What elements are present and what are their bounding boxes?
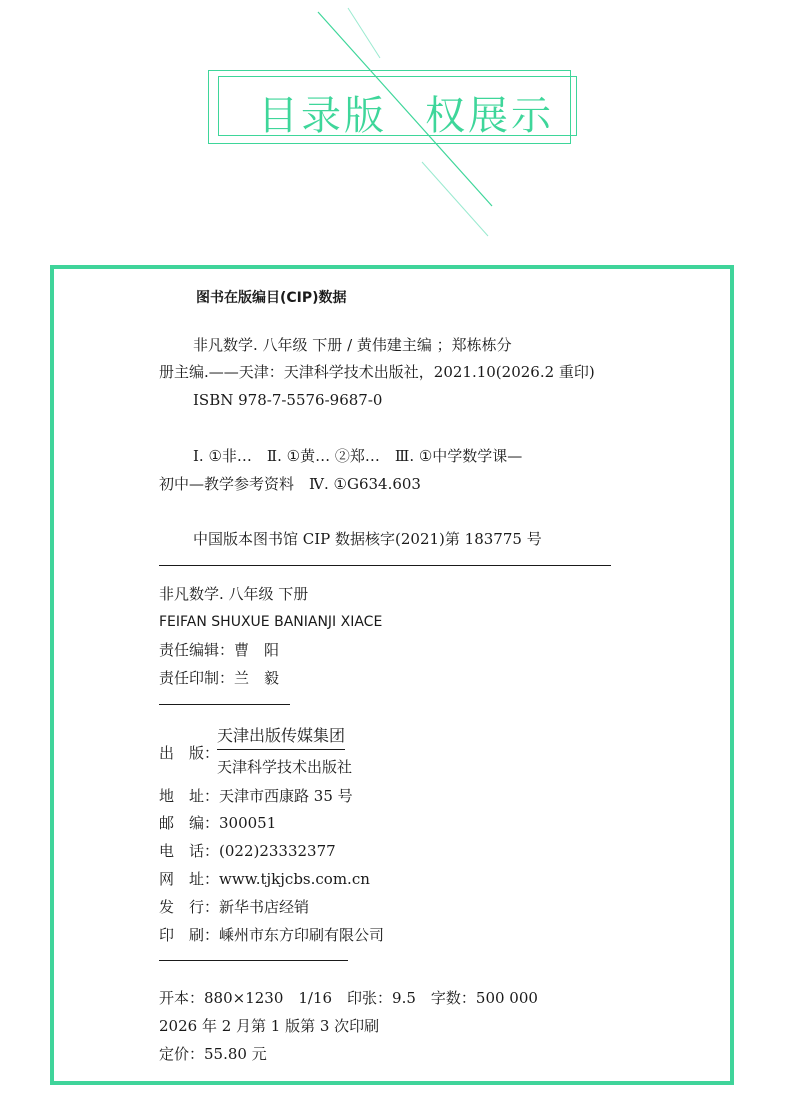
book-pinyin: FEIFAN SHUXUE BANIANJI XIACE [159,614,383,630]
divider-publisher [159,960,348,961]
cip-class-line1: Ⅰ. ①非… Ⅱ. ①黄… ②郑… Ⅲ. ①中学数学课— [193,447,523,465]
publisher-group: 天津出版传媒集团 [217,725,345,750]
publisher-name: 天津科学技术出版社 [217,758,353,776]
publisher-phone: 电 话：(022)23332377 [159,842,336,860]
publisher-printing: 印 刷：嵊州市东方印刷有限公司 [159,926,385,944]
cip-isbn: ISBN 978-7-5576-9687-0 [193,391,383,409]
divider-book [159,704,290,705]
cip-heading: 图书在版编目(CIP)数据 [196,290,347,306]
divider-cip [159,565,611,566]
header-title-part2: 权展示 [425,93,554,139]
publisher-distributor: 发 行：新华书店经销 [159,898,310,916]
book-editor: 责任编辑：曹 阳 [159,641,280,659]
spec-format: 开本：880×1230 1/16 印张：9.5 字数：500 000 [159,989,538,1007]
publisher-postcode: 邮 编：300051 [159,814,277,832]
header-title [258,84,554,141]
cip-line1: 非凡数学. 八年级 下册 / 黄伟建主编 ；郑栋栋分 [193,336,512,354]
spec-edition: 2026 年 2 月第 1 版第 3 次印刷 [159,1017,380,1035]
page-header [0,0,790,250]
cip-verify: 中国版本图书馆 CIP 数据核字(2021)第 183775 号 [193,530,542,548]
spec-price: 定价：55.80 元 [159,1045,267,1063]
header-title-part1: 目录版 [258,93,387,139]
copyright-frame [50,265,734,1085]
publisher-address: 地 址：天津市西康路 35 号 [159,787,353,805]
book-printer-in-charge: 责任印制：兰 毅 [159,669,280,687]
cip-line2: 册主编.——天津：天津科学技术出版社，2021.10(2026.2 重印) [159,363,595,381]
publisher-website: 网 址：www.tjkjcbs.com.cn [159,870,370,888]
book-title: 非凡数学. 八年级 下册 [159,585,309,603]
cip-class-line2: 初中—教学参考资料 Ⅳ. ①G634.603 [159,475,421,493]
publisher-label: 出 版： [159,744,220,762]
